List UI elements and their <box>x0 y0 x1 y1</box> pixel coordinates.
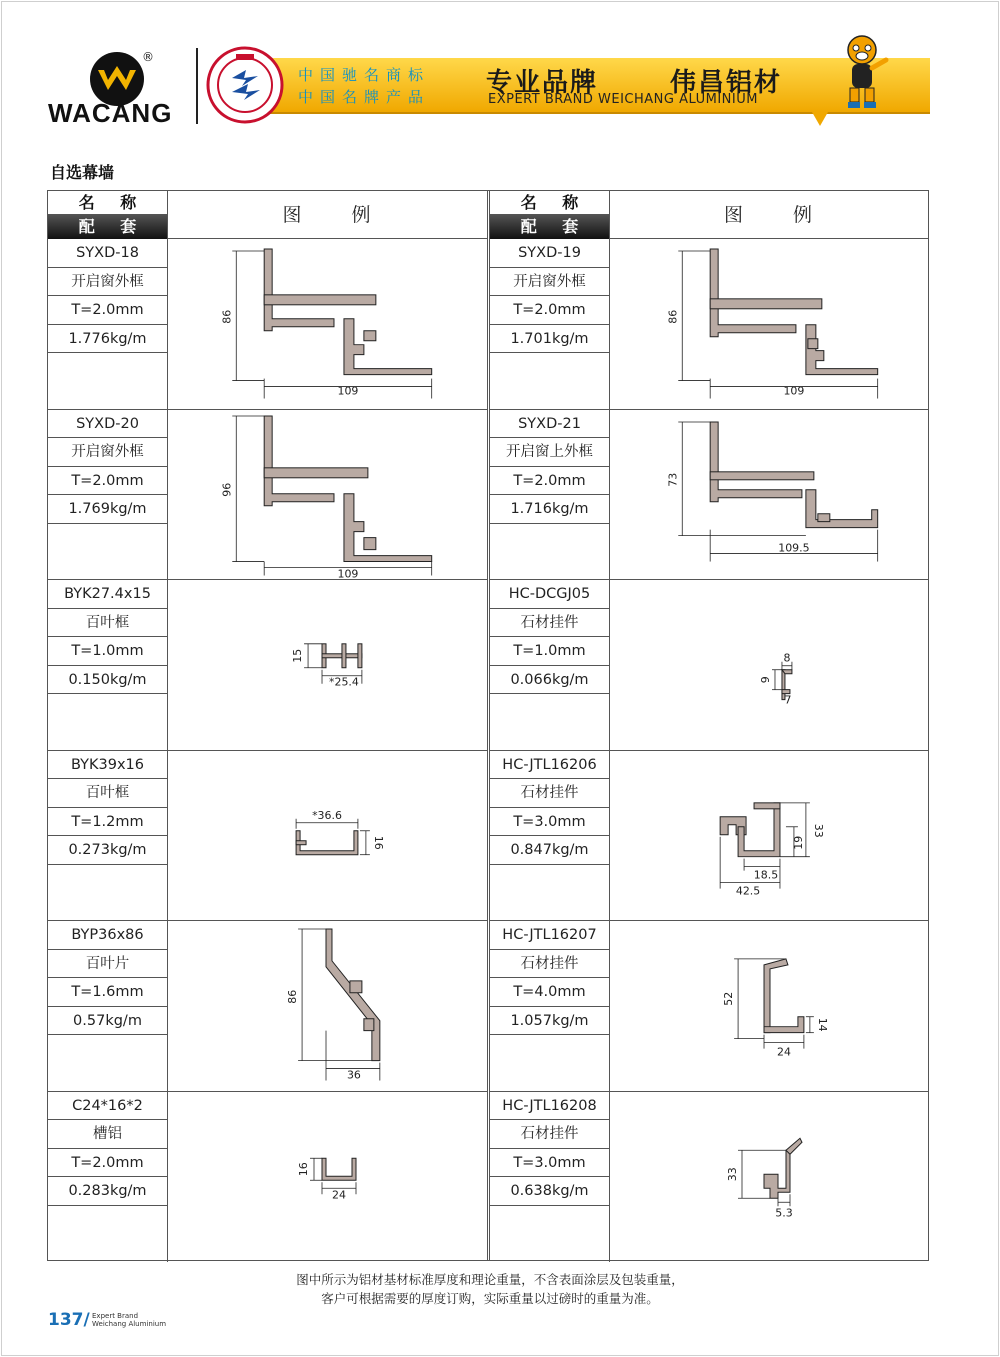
profile-figure <box>609 410 928 580</box>
table-row <box>48 580 487 751</box>
product-weight: 0.283kg/m <box>48 1177 167 1206</box>
product-info <box>48 410 167 580</box>
product-desc: 石材挂件 <box>490 779 609 808</box>
header-name: 名 称 <box>78 193 147 212</box>
profile-figure <box>167 580 487 750</box>
profile-drawing <box>168 239 487 409</box>
table-row <box>48 239 487 410</box>
profile-drawing <box>610 410 928 580</box>
profile-figure <box>609 580 928 750</box>
profile-drawing <box>168 580 487 750</box>
product-weight: 1.776kg/m <box>48 325 167 354</box>
dim-width: *36.6 <box>312 808 342 822</box>
product-info <box>490 580 609 750</box>
dim-bottom: 7 <box>784 693 792 707</box>
footnote-line-2: 客户可根据需要的厚度订购，实际重量以过磅时的重量为准。 <box>321 1291 659 1306</box>
header-figure: 图 例 <box>167 191 487 239</box>
product-info <box>490 921 609 1091</box>
product-thickness: T=2.0mm <box>490 296 609 325</box>
profile-figure <box>609 751 928 921</box>
dim-width: 109 <box>337 384 359 398</box>
header-name: 名 称 <box>520 193 589 212</box>
page-tag-line-1: Expert Brand <box>92 1312 139 1320</box>
wacang-logo <box>48 50 188 130</box>
dim-height: 86 <box>666 309 680 324</box>
slogan-right: 伟昌铝材 <box>670 68 783 98</box>
product-desc: 开启窗外框 <box>48 438 167 467</box>
product-info <box>48 751 167 921</box>
china-top-brand-seal-icon <box>206 46 284 124</box>
dim-height: 96 <box>220 482 234 497</box>
product-code: BYK27.4x15 <box>48 580 167 609</box>
page-tag <box>92 1312 166 1328</box>
profile-drawing <box>168 751 487 921</box>
product-info <box>48 1092 167 1263</box>
dim-lip: 14 <box>815 1017 829 1032</box>
product-code: HC-JTL16208 <box>490 1092 609 1121</box>
product-weight: 1.701kg/m <box>490 325 609 354</box>
profile-figure <box>167 410 487 580</box>
dim-width: 24 <box>332 1187 346 1201</box>
table-row <box>490 580 928 751</box>
product-thickness: T=2.0mm <box>48 1149 167 1178</box>
product-weight: 0.150kg/m <box>48 666 167 695</box>
profile-drawing <box>610 921 928 1091</box>
product-weight: 0.638kg/m <box>490 1177 609 1206</box>
honor-line-2: 中国名牌产品 <box>298 88 431 106</box>
product-thickness: T=3.0mm <box>490 1149 609 1178</box>
header-match: 配 套 <box>48 214 167 239</box>
dim-top: 8 <box>783 651 791 665</box>
dim-width: 109 <box>783 384 805 398</box>
footnote <box>0 1270 980 1308</box>
product-info <box>48 239 167 409</box>
product-code: BYK39x16 <box>48 751 167 780</box>
table-row <box>48 410 487 581</box>
profile-figure <box>609 239 928 409</box>
table-row <box>490 239 928 410</box>
right-column <box>490 191 928 1260</box>
product-desc: 石材挂件 <box>490 950 609 979</box>
product-thickness: T=2.0mm <box>490 467 609 496</box>
table-row <box>490 1092 928 1263</box>
profile-figure <box>609 1092 928 1263</box>
product-desc: 开启窗外框 <box>490 268 609 297</box>
left-header-label <box>48 191 167 239</box>
header-match: 配 套 <box>490 214 609 239</box>
table-row <box>48 751 487 922</box>
profile-drawing <box>610 1092 928 1263</box>
table-row <box>48 1092 487 1263</box>
profile-drawing <box>610 580 928 750</box>
product-desc: 石材挂件 <box>490 609 609 638</box>
product-desc: 开启窗外框 <box>48 268 167 297</box>
profile-figure <box>167 239 487 409</box>
table-row <box>490 921 928 1092</box>
product-desc: 百叶片 <box>48 950 167 979</box>
profile-drawing <box>168 1092 487 1263</box>
dim-height: 16 <box>297 1161 310 1176</box>
product-desc: 百叶框 <box>48 779 167 808</box>
slogan-left: 专业品牌 <box>486 68 599 98</box>
dim-inner-width: 18.5 <box>753 868 779 882</box>
brand-name: WACANG <box>48 98 173 128</box>
dim-width: 24 <box>776 1045 791 1059</box>
product-weight: 1.057kg/m <box>490 1007 609 1036</box>
dim-height: 16 <box>371 835 385 850</box>
product-weight: 0.273kg/m <box>48 836 167 865</box>
profile-drawing <box>610 239 928 409</box>
dim-height: 33 <box>811 823 825 838</box>
product-thickness: T=2.0mm <box>48 296 167 325</box>
dim-height: 86 <box>286 989 300 1004</box>
product-code: SYXD-20 <box>48 410 167 439</box>
product-desc: 百叶框 <box>48 609 167 638</box>
dim-height: 33 <box>726 1166 739 1181</box>
product-thickness: T=1.2mm <box>48 808 167 837</box>
product-code: SYXD-18 <box>48 239 167 268</box>
dim-width: *25.4 <box>329 675 359 689</box>
header-figure: 图 例 <box>609 191 928 239</box>
product-code: BYP36x86 <box>48 921 167 950</box>
product-thickness: T=1.0mm <box>48 637 167 666</box>
product-info <box>490 410 609 580</box>
product-thickness: T=2.0mm <box>48 467 167 496</box>
product-code: SYXD-21 <box>490 410 609 439</box>
registered-mark: ® <box>142 50 154 64</box>
section-title: 自选幕墙 <box>50 163 115 182</box>
product-code: C24*16*2 <box>48 1092 167 1121</box>
slogan-english: EXPERT BRAND WEICHANG ALUMINIUM <box>488 92 758 107</box>
product-thickness: T=1.0mm <box>490 637 609 666</box>
product-desc: 开启窗上外框 <box>490 438 609 467</box>
product-desc: 石材挂件 <box>490 1120 609 1149</box>
profile-figure <box>167 1092 487 1263</box>
honor-text <box>298 64 458 108</box>
product-info <box>490 751 609 921</box>
product-weight: 0.57kg/m <box>48 1007 167 1036</box>
dim-width: 109.5 <box>778 541 810 555</box>
header-banner <box>262 58 930 114</box>
profile-figure <box>167 921 487 1091</box>
product-info <box>48 921 167 1091</box>
product-weight: 1.769kg/m <box>48 495 167 524</box>
page-tag-line-2: Weichang Aluminium <box>92 1320 167 1328</box>
profile-figure <box>167 751 487 921</box>
product-code: HC-DCGJ05 <box>490 580 609 609</box>
dim-height: 86 <box>220 309 234 324</box>
product-code: HC-JTL16206 <box>490 751 609 780</box>
dim-width: 42.5 <box>735 884 761 898</box>
table-row <box>490 410 928 581</box>
dim-height: 73 <box>666 472 680 487</box>
table-row <box>490 751 928 922</box>
tiger-mascot-icon <box>834 32 890 112</box>
product-weight: 0.847kg/m <box>490 836 609 865</box>
page-number: 137/ <box>48 1310 90 1330</box>
profile-drawing <box>168 921 487 1091</box>
dim-side: 9 <box>759 676 772 684</box>
product-desc: 槽铝 <box>48 1120 167 1149</box>
dim-inner-height: 19 <box>791 835 805 850</box>
honor-line-1: 中国驰名商标 <box>298 66 431 84</box>
dim-width: 36 <box>346 1068 361 1082</box>
dim-height: 15 <box>291 648 305 663</box>
product-thickness: T=4.0mm <box>490 978 609 1007</box>
table-row <box>48 921 487 1092</box>
profile-drawing <box>168 410 487 580</box>
banner-pointer <box>812 112 828 126</box>
header-divider <box>196 48 198 124</box>
profile-drawing <box>610 751 928 921</box>
dim-width: 109 <box>337 567 359 579</box>
product-info <box>490 239 609 409</box>
product-info <box>48 580 167 750</box>
product-thickness: T=3.0mm <box>490 808 609 837</box>
product-table <box>47 190 929 1261</box>
product-weight: 0.066kg/m <box>490 666 609 695</box>
dim-width: 5.3 <box>775 1205 793 1219</box>
right-header-label <box>490 191 609 239</box>
left-column <box>48 191 487 1260</box>
product-code: SYXD-19 <box>490 239 609 268</box>
product-info <box>490 1092 609 1263</box>
footnote-line-1: 图中所示为铝材基材标准厚度和理论重量，不含表面涂层及包装重量， <box>296 1272 684 1287</box>
product-thickness: T=1.6mm <box>48 978 167 1007</box>
profile-figure <box>609 921 928 1091</box>
dim-height: 52 <box>722 991 736 1006</box>
product-weight: 1.716kg/m <box>490 495 609 524</box>
product-code: HC-JTL16207 <box>490 921 609 950</box>
